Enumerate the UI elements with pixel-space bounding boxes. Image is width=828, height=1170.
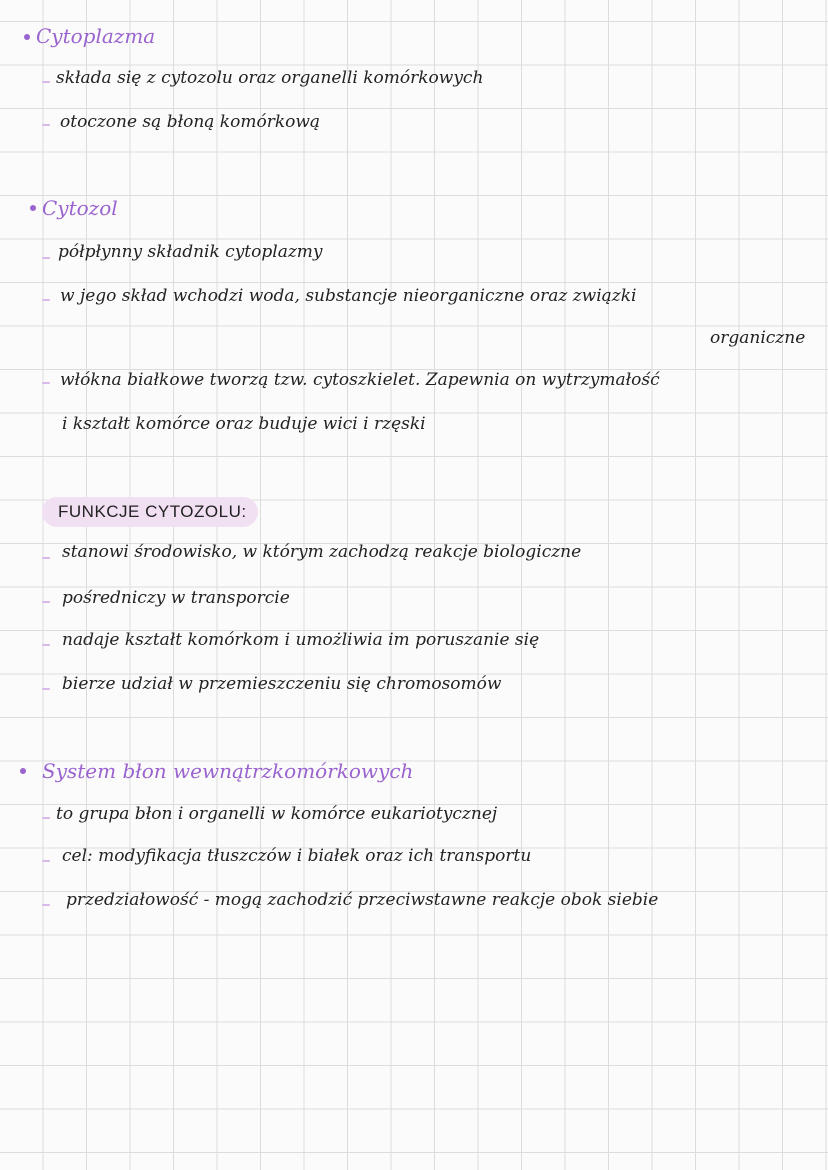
list-item: w jego skład wchodzi woda, substancje nieorganiczne oraz związki: [60, 286, 637, 306]
dash-icon: [42, 81, 50, 83]
dash-icon: [42, 601, 50, 603]
bullet-icon: [24, 34, 30, 40]
list-item: składa się z cytozolu oraz organelli komórkowych: [56, 68, 484, 88]
heading-cytoplazma: Cytoplazma: [36, 24, 156, 48]
dash-icon: [42, 382, 50, 384]
heading-cytozol: Cytozol: [42, 196, 118, 220]
list-item: bierze udział w przemieszczeniu się chromosomów: [62, 674, 502, 694]
list-item: otoczone są błoną komórkową: [60, 112, 321, 132]
dash-icon: [42, 299, 50, 301]
list-item: cel: modyfikacja tłuszczów i białek oraz ich transportu: [62, 846, 532, 866]
bullet-icon: [20, 768, 26, 774]
list-item: włókna białkowe tworzą tzw. cytoszkielet. Zapewnia on wytrzymałość: [60, 370, 660, 390]
functions-label: FUNKCJE CYTOZOLU:: [58, 502, 247, 521]
dash-icon: [42, 688, 50, 690]
list-item-continuation: organiczne: [710, 328, 806, 348]
dash-icon: [42, 904, 50, 906]
list-item-continuation: i kształt komórce oraz buduje wici i rzęski: [62, 414, 426, 434]
list-item: pośredniczy w transporcie: [62, 588, 290, 608]
dash-icon: [42, 557, 50, 559]
dash-icon: [42, 817, 50, 819]
list-item: to grupa błon i organelli w komórce eukariotycznej: [56, 804, 498, 824]
bullet-icon: [30, 205, 36, 211]
list-item: nadaje kształt komórkom i umożliwia im poruszanie się: [62, 630, 540, 650]
dash-icon: [42, 644, 50, 646]
dash-icon: [42, 860, 50, 862]
list-item: półpłynny składnik cytoplazmy: [58, 242, 323, 262]
list-item: przedziałowość - mogą zachodzić przeciwstawne reakcje obok siebie: [66, 890, 659, 910]
dash-icon: [42, 124, 50, 126]
list-item: stanowi środowisko, w którym zachodzą reakcje biologiczne: [62, 542, 582, 562]
heading-system-blon: System błon wewnątrzkomórkowych: [42, 759, 414, 783]
dash-icon: [42, 257, 50, 259]
